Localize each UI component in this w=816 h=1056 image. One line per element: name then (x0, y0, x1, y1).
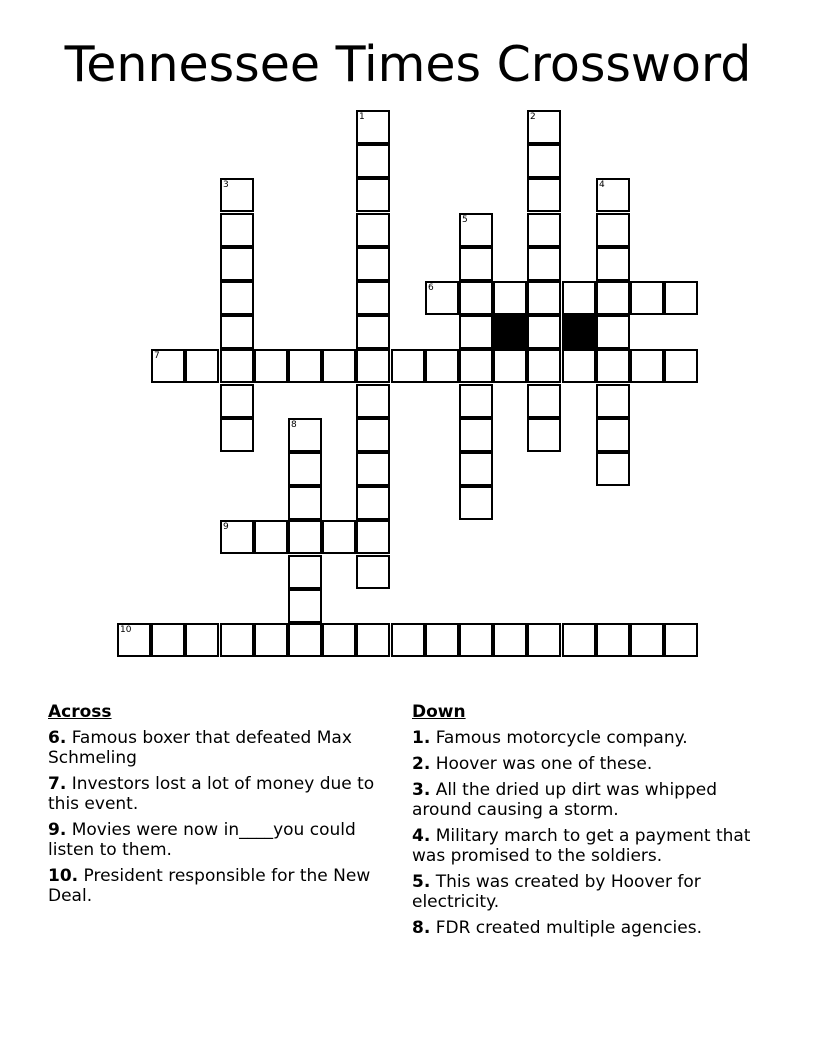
across-clue (48, 820, 393, 860)
grid-cell[interactable] (596, 623, 630, 657)
grid-cell[interactable] (596, 384, 630, 418)
clue-number: 5. (412, 872, 431, 892)
grid-cell[interactable] (288, 418, 322, 452)
down-clue (412, 872, 762, 912)
clue-text: All the dried up dirt was whipped around causing a storm. (412, 780, 717, 820)
cell-number: 10 (120, 625, 132, 635)
grid-cell[interactable] (493, 623, 527, 657)
across-clue (48, 866, 393, 906)
cell-number: 3 (223, 180, 229, 190)
down-heading: Down (412, 702, 466, 722)
grid-cell[interactable] (596, 247, 630, 281)
down-clues (412, 702, 762, 944)
grid-cell[interactable] (117, 623, 151, 657)
clue-number: 1. (412, 728, 431, 748)
grid-cell[interactable] (322, 623, 356, 657)
grid-cell[interactable] (220, 315, 254, 349)
grid-cell[interactable] (596, 349, 630, 383)
clue-text: Movies were now in____you could listen to them. (48, 820, 356, 860)
clue-text: Famous motorcycle company. (435, 728, 688, 748)
cell-number: 6 (428, 283, 434, 293)
grid-cell[interactable] (527, 418, 561, 452)
grid-cell[interactable] (630, 281, 664, 315)
grid-cell[interactable] (356, 452, 390, 486)
grid-cell[interactable] (220, 520, 254, 554)
cell-number: 5 (462, 215, 468, 225)
clue-text: Investors lost a lot of money due to this event. (48, 774, 375, 814)
grid-cell[interactable] (220, 349, 254, 383)
grid-cell[interactable] (596, 418, 630, 452)
grid-cell[interactable] (527, 144, 561, 178)
grid-cell[interactable] (356, 110, 390, 144)
grid-cell[interactable] (356, 349, 390, 383)
grid-cell[interactable] (527, 281, 561, 315)
clue-number: 10. (48, 866, 79, 886)
grid-cell[interactable] (425, 349, 459, 383)
grid-cell[interactable] (425, 281, 459, 315)
grid-cell[interactable] (288, 486, 322, 520)
grid-cell[interactable] (254, 520, 288, 554)
clue-number: 9. (48, 820, 67, 840)
grid-cell[interactable] (322, 349, 356, 383)
grid-cell[interactable] (356, 555, 390, 589)
cell-number: 8 (291, 420, 297, 430)
down-clue (412, 918, 762, 938)
grid-cell[interactable] (220, 623, 254, 657)
clue-text: President responsible for the New Deal. (48, 866, 371, 906)
grid-cell[interactable] (425, 623, 459, 657)
grid-cell[interactable] (527, 178, 561, 212)
grid-cell[interactable] (493, 349, 527, 383)
clue-text: Famous boxer that defeated Max Schmeling (48, 728, 352, 768)
grid-cell[interactable] (664, 623, 698, 657)
clue-text: FDR created multiple agencies. (435, 918, 703, 938)
grid-cell[interactable] (391, 623, 425, 657)
grid-cell[interactable] (356, 486, 390, 520)
down-clue (412, 728, 762, 748)
grid-cell[interactable] (493, 281, 527, 315)
grid-cell[interactable] (288, 520, 322, 554)
grid-cell[interactable] (356, 384, 390, 418)
grid-cell[interactable] (562, 623, 596, 657)
grid-cell[interactable] (527, 349, 561, 383)
grid-cell[interactable] (288, 452, 322, 486)
grid-cell[interactable] (288, 555, 322, 589)
clue-text: This was created by Hoover for electricity. (412, 872, 701, 912)
grid-cell[interactable] (459, 247, 493, 281)
grid-cell[interactable] (459, 213, 493, 247)
grid-cell[interactable] (151, 349, 185, 383)
black-cell (493, 315, 527, 349)
clue-number: 2. (412, 754, 431, 774)
cell-number: 7 (154, 351, 160, 361)
grid-cell[interactable] (185, 623, 219, 657)
cell-number: 4 (599, 180, 605, 190)
grid-cell[interactable] (596, 281, 630, 315)
grid-cell[interactable] (596, 315, 630, 349)
cell-number: 1 (359, 112, 365, 122)
grid-cell[interactable] (459, 623, 493, 657)
across-clue (48, 728, 393, 768)
grid-cell[interactable] (322, 520, 356, 554)
grid-cell[interactable] (220, 281, 254, 315)
across-clue (48, 774, 393, 814)
grid-cell[interactable] (356, 178, 390, 212)
grid-cell[interactable] (356, 144, 390, 178)
down-clue (412, 780, 762, 820)
grid-cell[interactable] (527, 110, 561, 144)
grid-cell[interactable] (288, 349, 322, 383)
grid-cell[interactable] (356, 623, 390, 657)
grid-cell[interactable] (220, 384, 254, 418)
grid-cell[interactable] (356, 281, 390, 315)
grid-cell[interactable] (630, 623, 664, 657)
grid-cell[interactable] (562, 349, 596, 383)
grid-cell[interactable] (254, 349, 288, 383)
grid-cell[interactable] (527, 384, 561, 418)
cell-number: 9 (223, 522, 229, 532)
clue-number: 8. (412, 918, 431, 938)
grid-cell[interactable] (356, 315, 390, 349)
grid-cell[interactable] (459, 281, 493, 315)
grid-cell[interactable] (459, 418, 493, 452)
grid-cell[interactable] (151, 623, 185, 657)
clue-text: Hoover was one of these. (435, 754, 653, 774)
grid-cell[interactable] (356, 247, 390, 281)
grid-cell[interactable] (254, 623, 288, 657)
grid-cell[interactable] (527, 247, 561, 281)
grid-cell[interactable] (596, 213, 630, 247)
grid-cell[interactable] (220, 418, 254, 452)
clue-text: Military march to get a payment that was promised to the soldiers. (412, 826, 751, 866)
grid-cell[interactable] (459, 384, 493, 418)
grid-cell[interactable] (630, 349, 664, 383)
clue-number: 3. (412, 780, 431, 800)
grid-cell[interactable] (664, 281, 698, 315)
cell-number: 2 (530, 112, 536, 122)
grid-cell[interactable] (664, 349, 698, 383)
grid-cell[interactable] (356, 520, 390, 554)
grid-cell[interactable] (527, 623, 561, 657)
black-cell (562, 315, 596, 349)
page-title: Tennessee Times Crossword (64, 36, 752, 93)
clue-number: 7. (48, 774, 67, 794)
grid-cell[interactable] (391, 349, 425, 383)
across-heading: Across (48, 702, 112, 722)
down-clue (412, 826, 762, 866)
grid-cell[interactable] (527, 213, 561, 247)
grid-cell[interactable] (562, 281, 596, 315)
grid-cell[interactable] (459, 349, 493, 383)
grid-cell[interactable] (527, 315, 561, 349)
grid-cell[interactable] (356, 418, 390, 452)
clue-number: 6. (48, 728, 67, 748)
grid-cell[interactable] (459, 315, 493, 349)
grid-cell[interactable] (220, 247, 254, 281)
grid-cell[interactable] (596, 452, 630, 486)
grid-cell[interactable] (459, 486, 493, 520)
down-clue (412, 754, 762, 774)
grid-cell[interactable] (220, 178, 254, 212)
grid-cell[interactable] (596, 178, 630, 212)
grid-cell[interactable] (459, 452, 493, 486)
grid-cell[interactable] (288, 623, 322, 657)
clue-number: 4. (412, 826, 431, 846)
grid-cell[interactable] (356, 213, 390, 247)
grid-cell[interactable] (288, 589, 322, 623)
across-clues (48, 702, 393, 912)
grid-cell[interactable] (185, 349, 219, 383)
grid-cell[interactable] (220, 213, 254, 247)
